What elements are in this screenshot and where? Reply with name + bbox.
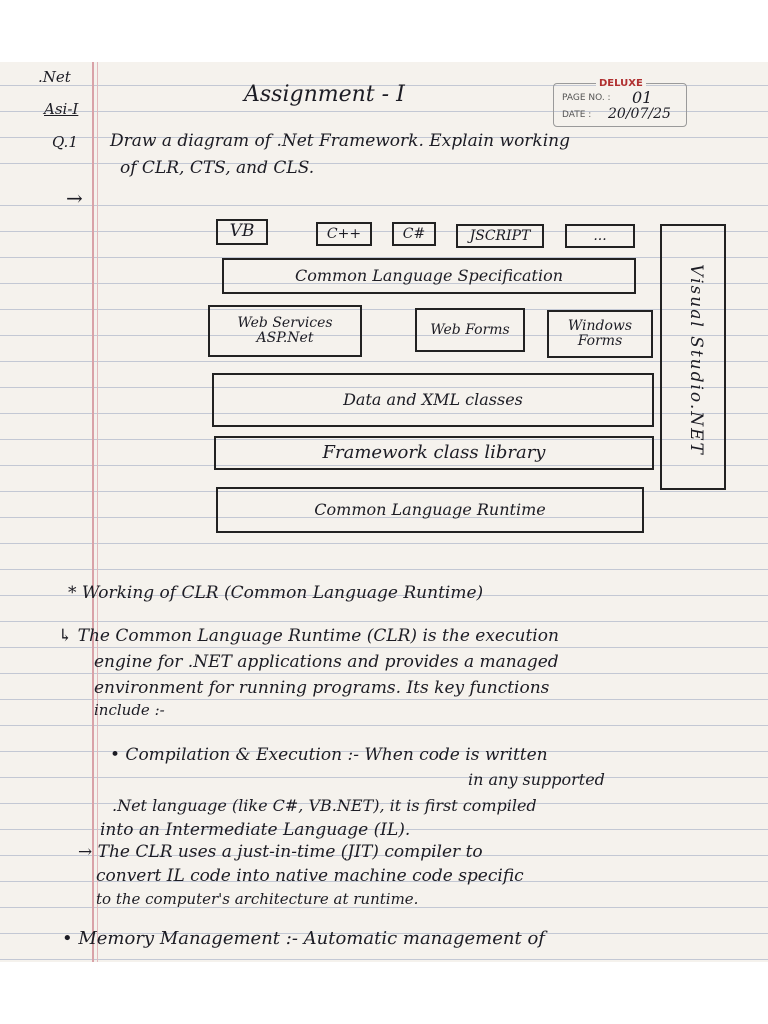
jit-line-1: → The CLR uses a just-in-time (JIT) compiler to — [78, 842, 483, 862]
bullet-compilation-4: into an Intermediate Language (IL). — [100, 820, 411, 840]
para-line-4: include :- — [94, 701, 165, 719]
clr-heading: * Working of CLR (Common Language Runtime) — [68, 583, 484, 603]
subject-label: .Net — [38, 68, 71, 86]
para-line-1: ↳ The Common Language Runtime (CLR) is the execution — [58, 626, 559, 646]
fcl-layer: Framework class library — [214, 436, 654, 470]
page-no-label: PAGE NO. : — [562, 93, 611, 103]
para-line-2: engine for .NET applications and provides a managed — [94, 652, 559, 672]
margin-line-inner — [97, 62, 98, 962]
question-number: Q.1 — [52, 133, 78, 151]
margin-line — [92, 62, 94, 962]
lang-cpp: C++ — [316, 222, 372, 246]
lang-jscript: JSCRIPT — [456, 224, 544, 248]
bullet-memory: • Memory Management :- Automatic management of — [62, 928, 545, 949]
jit-line-3: to the computer's architecture at runtime. — [96, 890, 419, 908]
lang-vb: VB — [216, 219, 268, 245]
jit-line-2: convert IL code into native machine code specific — [96, 866, 524, 886]
question-line-1: Draw a diagram of .Net Framework. Explain working — [110, 131, 570, 151]
data-xml-layer: Data and XML classes — [212, 373, 654, 427]
visual-studio-label: Visual Studio.NET — [686, 264, 706, 456]
para-line-3: environment for running programs. Its key functions — [94, 678, 550, 698]
question-line-2: of CLR, CTS, and CLS. — [120, 158, 315, 178]
date-value: 20/07/25 — [608, 106, 671, 122]
page-no-value: 01 — [632, 88, 653, 107]
clr-layer: Common Language Runtime — [216, 487, 644, 533]
windows-forms-box: Windows Forms — [547, 310, 653, 358]
cls-layer: Common Language Specification — [222, 258, 636, 294]
assignment-code: Asi-I — [44, 100, 79, 118]
visual-studio-label-wrap — [676, 250, 716, 470]
lang-csharp: C# — [392, 222, 436, 246]
page-title: Assignment - I — [244, 82, 405, 107]
bullet-compilation-3: .Net language (like C#, VB.NET), it is first compiled — [112, 796, 537, 815]
bullet-compilation-1: • Compilation & Execution :- When code is written — [110, 745, 548, 765]
web-forms-box: Web Forms — [415, 308, 525, 352]
brand-label: DELUXE — [596, 78, 646, 89]
lang-more: ... — [565, 224, 635, 248]
page-date-box — [553, 78, 687, 127]
arrow-mark: → — [66, 186, 83, 210]
web-services-box: Web Services ASP.Net — [208, 305, 362, 357]
bullet-compilation-2: in any supported — [468, 770, 605, 789]
date-label: DATE : — [562, 110, 592, 120]
